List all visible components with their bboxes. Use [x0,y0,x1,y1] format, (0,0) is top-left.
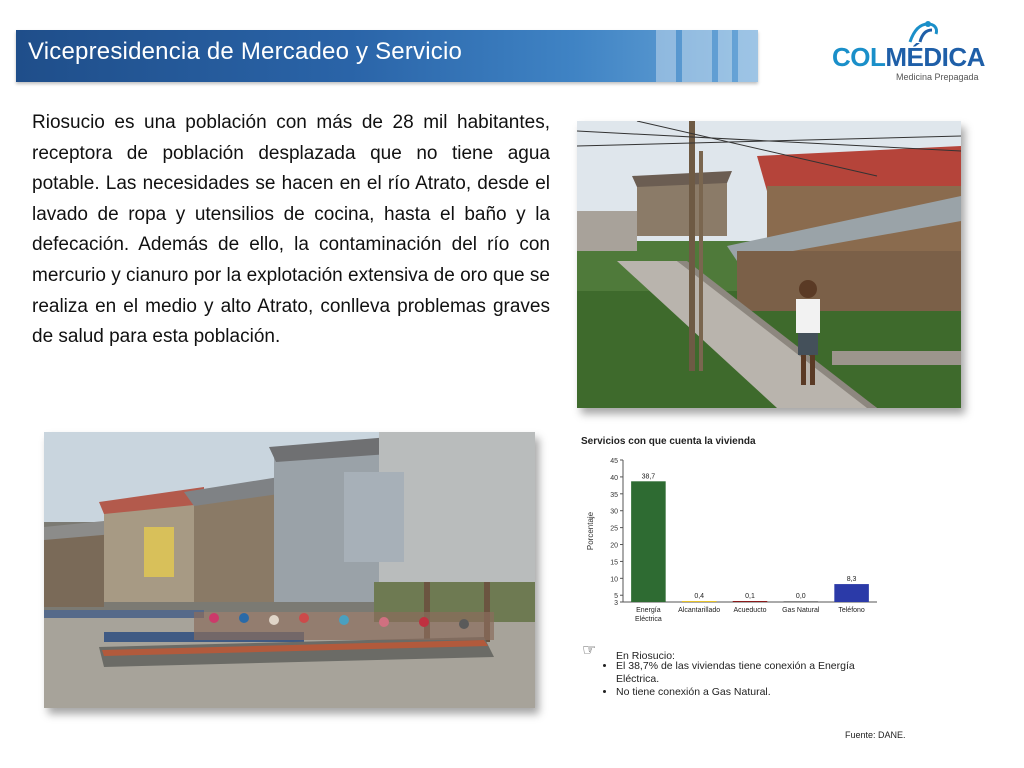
x-tick-label: Gas Natural [782,607,820,614]
list-item: • No tiene conexión a Gas Natural. [616,686,896,699]
chart-title: Servicios con que cuenta la vivienda [581,436,756,447]
services-chart [577,430,883,630]
x-tick-label: Teléfono [838,607,865,614]
header-banner [16,30,758,82]
bar [784,601,819,602]
x-tick-label: Acueducto [733,607,767,614]
main-paragraph: Riosucio es una población con más de 28 mil habitantes, receptora de población desplazada que no tiene agua potable. Las necesidades se hacen en el río Atrato, desde el lavado de ropa y utensilios de cocina, hasta el baño y la defecación. Además de ello, la contaminación del río con mercurio y cianuro por la explotación extensiva de oro que se realiza en el medio y alto Atrato, conlleva problemas graves de salud para esta población. [32,112,550,348]
header-stripe [656,30,676,82]
x-tick-label: Eléctrica [634,616,662,623]
bar [682,601,717,602]
logo-brand-left: COL [832,42,886,72]
colmedica-logo [832,20,1002,84]
photo-stilt-houses-walkway [577,121,961,408]
walkway-photo-illustration [577,121,961,408]
y-tick-label: 20 [610,542,618,550]
bar-value-label: 0,4 [694,593,705,600]
y-tick-label: 10 [610,576,618,584]
y-tick-label: 35 [610,491,618,499]
page-title: Vicepresidencia de Mercadeo y Servicio [28,38,463,65]
x-tick-label: Alcantarillado [678,607,721,614]
logo-wordmark [832,42,985,73]
photo-river-canoes [44,432,535,708]
bar [733,601,768,602]
y-tick-label: 45 [610,458,618,465]
river-photo-illustration [44,432,535,708]
chart-plot [577,450,883,630]
header-stripe [682,30,712,82]
header-stripe [738,30,758,82]
y-tick-label: 15 [610,559,618,567]
bar [834,584,869,602]
y-tick-label: 30 [610,508,618,516]
y-tick-label: 5 [614,593,618,601]
bar-value-label: 0,1 [745,593,755,600]
bar-value-label: 8,3 [846,576,857,584]
y-tick-label: 25 [610,525,618,533]
bar [631,481,666,602]
x-tick-label: Energía [636,607,661,614]
y-tick-label: 40 [610,474,618,482]
logo-brand-right: MÉDICA [885,42,985,72]
notes-heading: En Riosucio: [616,650,675,662]
notes-list [600,660,896,699]
source-note: Fuente: DANE. [845,730,906,740]
logo-tagline: Medicina Prepagada [896,72,979,82]
list-item: • El 38,7% de las viviendas tiene conexión a Energía Eléctrica. [616,660,896,686]
bar-value-label: 38,7 [641,473,656,481]
pointing-hand-icon: ☞ [582,642,597,659]
y-axis-label: Porcentaje [586,511,595,551]
bar-value-label: 0,0 [795,593,806,600]
y-tick-label: 3 [614,600,618,607]
header-stripe [718,30,732,82]
